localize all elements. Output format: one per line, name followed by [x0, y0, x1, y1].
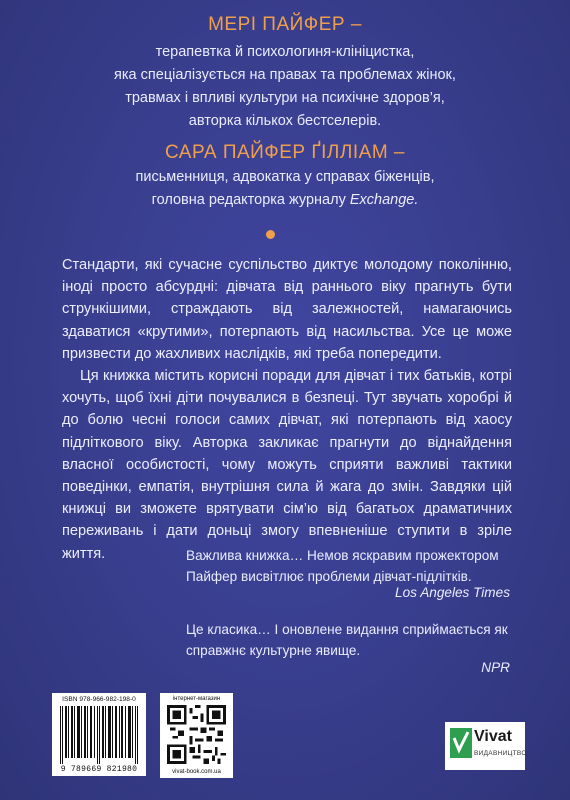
- author-2-bio-line: [0, 192, 570, 208]
- review-quote: Це класика… І оновлене видання сприймається як справжнє культурне явище.: [186, 622, 508, 658]
- author-2-name: САРА ПАЙФЕР ҐІЛЛІАМ –: [164, 142, 405, 163]
- author-2-bio-text: головна редакторка журналу: [151, 192, 346, 208]
- publisher-label: ВИДАВНИЦТВО: [474, 750, 527, 757]
- author-1-bio-line: терапевтка й психологиня-клініцистка,: [155, 44, 415, 60]
- isbn-text: ISBN 978-966-982-198-0: [62, 696, 136, 703]
- author-1-bio-line: травмах і впливі культури на психічне здоров’я,: [125, 90, 445, 106]
- publisher-logo: [445, 722, 525, 770]
- vivat-logo-icon: [450, 728, 472, 758]
- author-2-bio-line: письменниця, адвокатка у справах біженців,: [135, 169, 435, 185]
- qr-url: vivat-book.com.ua: [172, 769, 221, 775]
- journal-name: Exchange.: [349, 192, 419, 208]
- author-1-name: МЕРІ ПАЙФЕР –: [208, 14, 362, 35]
- publisher-name: Vivat: [474, 728, 512, 745]
- qr-title: інтернет-магазин: [172, 696, 221, 702]
- isbn-barcode: [52, 693, 146, 776]
- qr-code-icon[interactable]: [167, 705, 226, 764]
- description-paragraph: Ця книжка містить корисні поради для дівчат і тих батьків, котрі хочуть, щоб їхні діти почувалися в безпеці. Тут звучать хоробрі й до болю чесні голоси самих дівчат, які потерпають від хаосу підліткового віку. Авторка закликає прагнути до віднайдення власної особистості, чому можуть сприяти важливі тактики поведінки, емпатія, внутрішня сила й жага до змін. Завдяки цій книжці ви зможете врятувати сім’ю від багатьох драматичних переживань і дати доньці змогу впевненіше ступити в зріле життя.: [62, 368, 512, 562]
- author-1-bio-line: авторка кількох бестселерів.: [188, 113, 382, 129]
- review-quote: Важлива книжка… Немов яскравим прожектором Пайфер висвітлює проблеми дівчат-підлітків.: [186, 548, 499, 584]
- description-paragraph: Стандарти, які сучасне суспільство диктує молодому поколінню, іноді просто абсурдні: дівчата від раннього віку прагнуть бути стрункішими, страждають від залежностей, намагаючись здаватися «крутими», потерпають від насильства. Усе це може призвести до жахливих наслідків, які треба попередити.: [62, 257, 512, 362]
- quote-source: Los Angeles Times: [395, 585, 510, 600]
- author-1-bio-line: яка спеціалізується на правах та проблемах жінок,: [114, 67, 456, 83]
- barcode-icon: [58, 706, 140, 764]
- quote-source: NPR: [481, 660, 510, 675]
- separator-dot: [266, 230, 275, 239]
- book-description: [62, 254, 512, 565]
- qr-code-block[interactable]: [160, 693, 233, 778]
- barcode-digits: 9 789669 821980: [60, 765, 138, 774]
